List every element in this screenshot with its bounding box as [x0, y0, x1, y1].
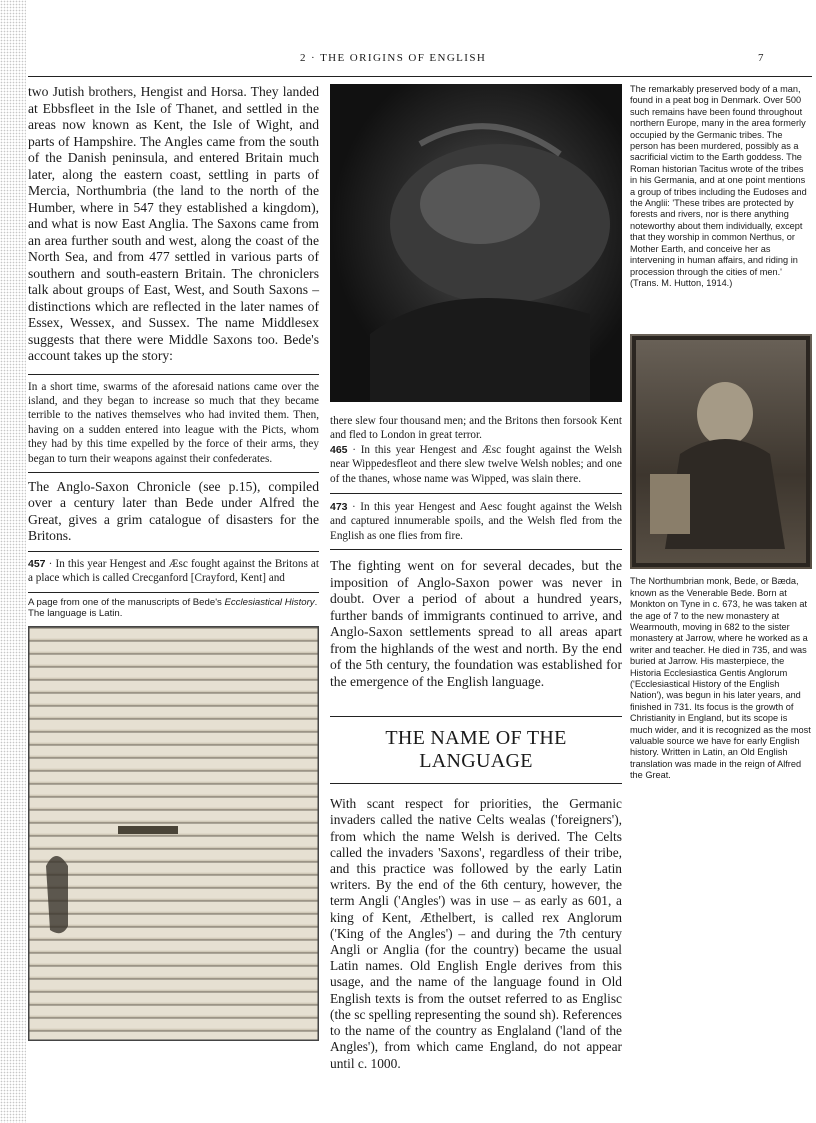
manuscript-image [28, 626, 319, 1041]
entry-text: In this year Hengest and Æsc fought against the Britons at a place which is called Crecganford [Crayford, Kent] and [28, 557, 319, 585]
left-column [28, 84, 319, 1041]
chronicle-paragraph: The Anglo-Saxon Chronicle (see p.15), compiled over a century later than Bede under Alfred the Great, gives a grim catalogue of disasters for the Britons. [28, 478, 319, 544]
bog-body-caption: The remarkably preserved body of a man, found in a peat bog in Denmark. Over 500 such remains have been found throughout northern Europe, many in the area formerly occupied by the Germanic tribes. The person has been murdered, possibly as a sacrificial victim to the Earth goddess. The Roman historian Tacitus wrote of the tribes in his Germania, and at one point mentions a group of tribes including the Eudoses and the Anglii: 'These tribes are protected by forests and rivers, nor is there anything noteworthy about them individually, except that they worship in common Nerthus, or Mother Earth, and conceive her as intervening in human affairs, and riding in procession through the cities of men.' (Trans. M. Hutton, 1914.) [630, 84, 807, 288]
bede-quote: In a short time, swarms of the aforesaid nations came over the island, and they began to increase so much that they became terrible to the natives themselves who had invited them. Then, having on a sudden entered into league with the Picts, whom they had by this time expelled by the force of their arms, they began to turn their weapons against their confederates. [28, 380, 319, 465]
running-title: 2 · THE ORIGINS OF ENGLISH [300, 52, 487, 64]
quote-rule-top [28, 374, 319, 375]
entry-rule [330, 493, 622, 494]
entry-rule [28, 551, 319, 552]
section-rule [330, 716, 622, 717]
chronicle-entry-457: 457 · In this year Hengest and Æsc fought against the Britons at a place which is called Crecganford [Crayford, Kent] and [28, 557, 319, 585]
section-rule [330, 783, 622, 784]
right-column [630, 84, 812, 782]
bog-body-image [330, 84, 622, 402]
section-heading: THE NAME OF THE LANGUAGE [385, 727, 567, 773]
language-name-paragraph: With scant respect for priorities, the Germanic invaders called the native Celts wealas ('foreigners'), from which the name Welsh is derived. The Celts called the invaders 'Saxons', regardless of their tribe, and this practice was followed by the early Latin writers. By the end of the 6th century, however, the term Angli ('Angles') was in use – as early as 601, a king of Kent, Æthelbert, is called rex Anglorum ('King of the Angles') – and during the 7th century Angli or Anglia (for the country) became the usual Latin names. Old English Engle derives from this usage, and the name of the language found in Old English texts is from the outset referred to as Englisc (the sc spelling representing the sound sh). References to the name of the country as Englaland ('land of the Angles'), from which came England, do not appear until c. 1000. [330, 796, 622, 1071]
intro-paragraph: two Jutish brothers, Hengist and Horsa. They landed at Ebbsfleet in the Isle of Thanet, and settled in the areas now known as Kent, the Isle of Wight, and parts of Hampshire. The Angles came from the south of the Danish peninsula, and entered Britain much later, along the eastern coast, settling in parts of Mercia, Northumbria (the land to the north of the Humber, where in 547 they established a kingdom), and what is now East Anglia. The Saxons came from an area further south and west, along the coast of the North Sea, and from 477 settled in various parts of southern and south-eastern Britain. The chroniclers talk about groups of East, West, and South Saxons – distinctions which are reflected in the later names of Essex, Wessex, and Sussex. The name Middlesex suggests that there were Middle Saxons too. Bede's account takes up the story: [28, 84, 319, 363]
chronicle-continuation: there slew four thousand men; and the Britons then forsook Kent and fled to London in great terror. [330, 415, 622, 442]
caption-rule [28, 592, 319, 593]
manuscript-caption: A page from one of the manuscripts of Bede's Ecclesiastical History. The language is Latin. [28, 596, 318, 620]
manuscript-illumination [28, 626, 319, 1041]
bog-body-photo [330, 84, 622, 402]
quote-rule-bottom [28, 472, 319, 473]
scan-edge-shadow [0, 0, 26, 1123]
entry-text: In this year Hengest and Æsc fought against the Welsh near Wippedesfleot and there slew twelve Welsh nobles; and one of the thanes, whose name was Wipped, was slain there. [330, 443, 622, 485]
fighting-paragraph: The fighting went on for several decades, but the imposition of Anglo-Saxon power was never in doubt. Over a period of about a hundred years, further bands of immigrants continued to arrive, and Anglo-Saxon settlements spread to all areas apart from the highlands of the west and north. By the end of the 5th century, the foundation was established for the emergence of the English language. [330, 558, 622, 689]
page-number: 7 [758, 52, 764, 64]
bede-caption: The Northumbrian monk, Bede, or Bæda, known as the Venerable Bede. Born at Monkton on Tyne in c. 673, he was taken at the age of 7 to the new monastery at Wearmouth, moving in 682 to the sister monastery at Jarrow, where he worked as a writer and teacher. He died in 735, and was buried at Jarrow. His masterpiece, the Historia Ecclesiastica Gentis Anglorum ('Ecclesiastical History of the English Nation'), was begun in his later years, and finished in 731. Its focus is the growth of Christianity in England, but its scope is much wider, and it is recognized as the most valuable source we have for early English history. Written in Latin, an Old English translation was made in the reign of Alfred the Great. [630, 576, 811, 781]
entry-year: 465 [330, 443, 348, 456]
monk-illumination [630, 334, 812, 569]
page-header [0, 52, 816, 72]
header-rule [28, 76, 812, 77]
chronicle-entry-465: 465 · In this year Hengest and Æsc fought against the Welsh near Wippedesfleot and there slew twelve Welsh nobles; and one of the thanes, whose name was Wipped, was slain there. [330, 443, 622, 485]
middle-column [330, 84, 622, 1072]
chronicle-entry-473: 473 · In this year Hengest and Aesc fought against the Welsh and captured innumerable spoils, and the Welsh fled from the English as one flies from fire. [330, 501, 622, 542]
entry-rule [330, 549, 622, 550]
bede-portrait [630, 334, 812, 569]
entry-year: 457 [28, 557, 46, 570]
entry-year: 473 [330, 501, 348, 514]
entry-text: In this year Hengest and Aesc fought against the Welsh and captured innumerable spoils, and the Welsh fled from the English as one flies from fire. [330, 501, 622, 542]
